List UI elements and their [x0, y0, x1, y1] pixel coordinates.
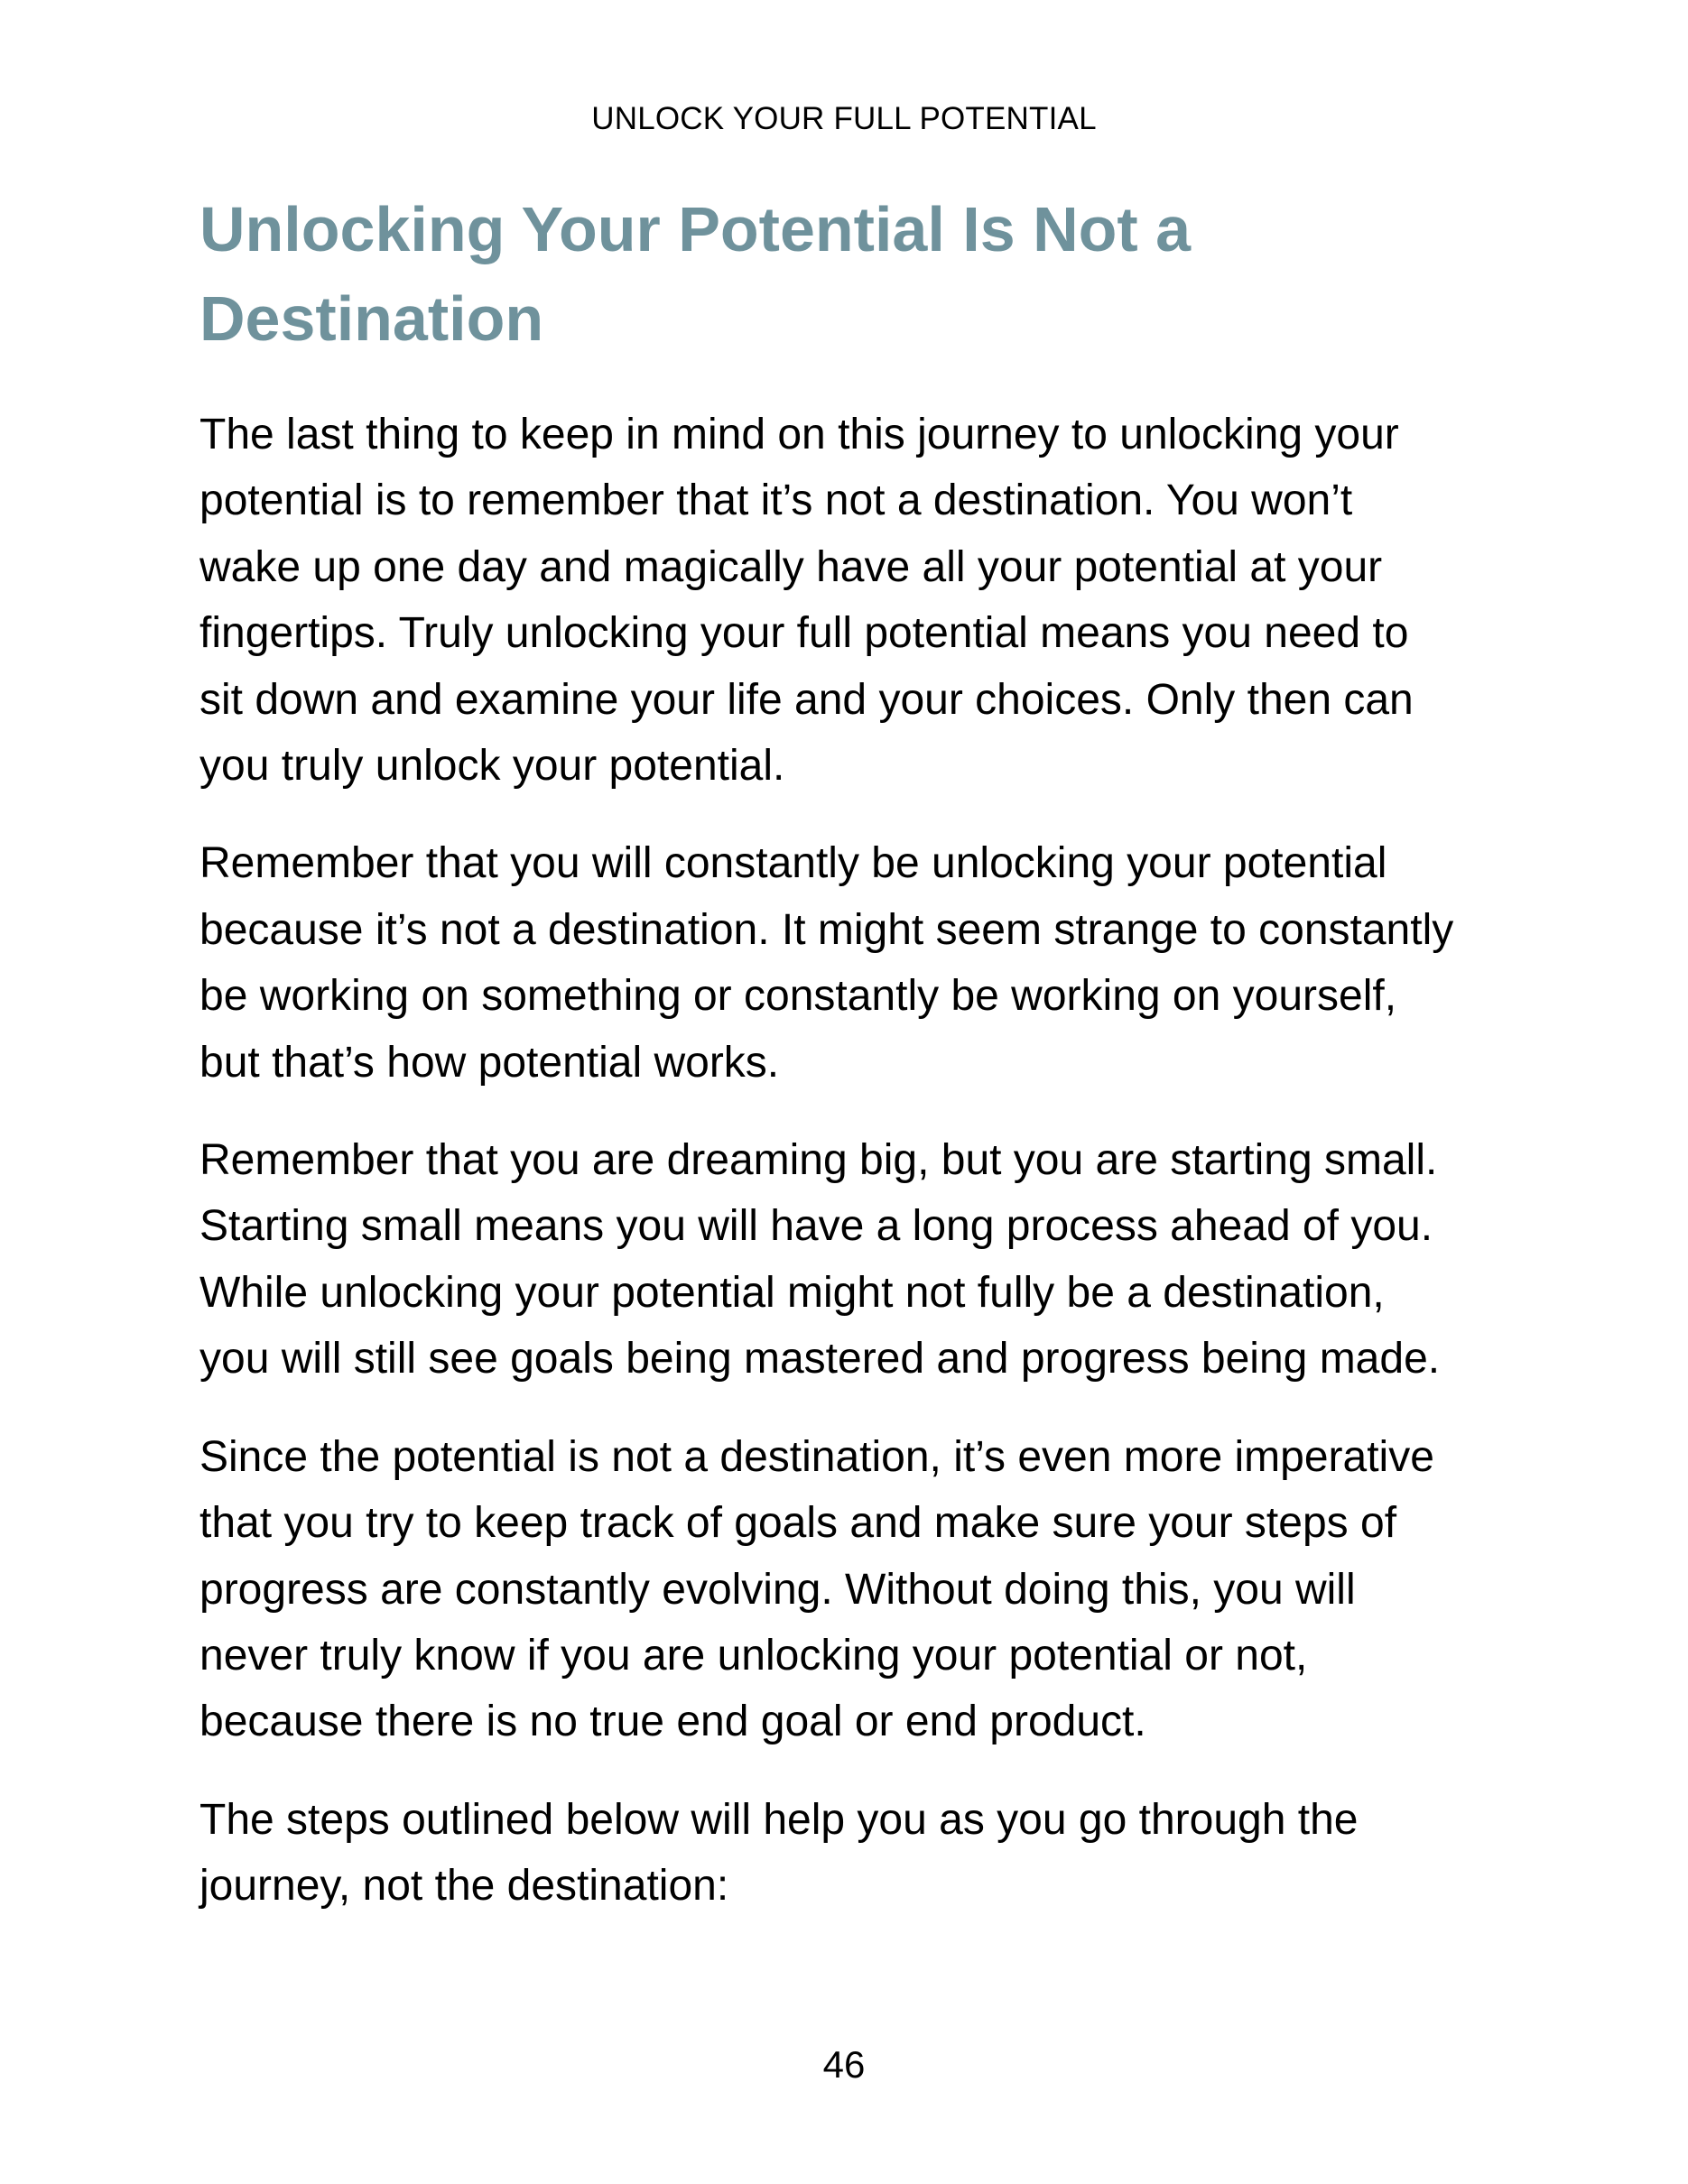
body-text: [199, 402, 1517, 1920]
chapter-title-line: Destination: [199, 283, 544, 354]
paragraph: [199, 402, 1517, 799]
text-line: because there is no true end goal or end product.: [199, 1698, 1146, 1746]
chapter-title: [199, 185, 1517, 364]
paragraph: [199, 1127, 1517, 1393]
paragraph: [199, 1787, 1517, 1920]
text-line: you will still see goals being mastered and progress being made.: [199, 1335, 1441, 1384]
text-line: wake up one day and magically have all your potential at your: [199, 542, 1383, 591]
text-line: Remember that you will constantly be unlocking your potential: [199, 839, 1387, 888]
running-header: UNLOCK YOUR FULL POTENTIAL: [591, 101, 1097, 136]
chapter-title-line: Unlocking Your Potential Is Not a: [199, 194, 1192, 264]
text-line: sit down and examine your life and your choices. Only then can: [199, 675, 1414, 724]
text-line: The last thing to keep in mind on this journey to unlocking your: [199, 411, 1399, 458]
text-line: While unlocking your potential might not fully be a destination,: [199, 1268, 1385, 1317]
text-line: The steps outlined below will help you as you go through the: [199, 1795, 1359, 1844]
paragraph: [199, 1424, 1517, 1755]
text-line: potential is to remember that it’s not a destination. You won’t: [199, 477, 1353, 525]
text-line: you truly unlock your potential.: [199, 742, 785, 791]
text-line: never truly know if you are unlocking your potential or not,: [199, 1631, 1308, 1680]
page-number: 46: [822, 2043, 866, 2086]
text-line: Starting small means you will have a long process ahead of you.: [199, 1202, 1433, 1251]
text-line: because it’s not a destination. It might seem strange to constantly: [199, 905, 1454, 954]
text-line: journey, not the destination:: [199, 1862, 729, 1911]
paragraph: [199, 830, 1517, 1096]
text-line: but that’s how potential works.: [199, 1038, 780, 1087]
text-line: be working on something or constantly be working on yourself,: [199, 972, 1397, 1021]
text-line: fingertips. Truly unlocking your full potential means you need to: [199, 609, 1409, 658]
text-line: that you try to keep track of goals and make sure your steps of: [199, 1499, 1397, 1548]
text-line: Since the potential is not a destination, it’s even more imperative: [199, 1432, 1434, 1481]
text-line: Remember that you are dreaming big, but you are starting small.: [199, 1136, 1438, 1185]
page-content: [199, 185, 1517, 1951]
text-line: progress are constantly evolving. Without doing this, you will: [199, 1565, 1356, 1614]
